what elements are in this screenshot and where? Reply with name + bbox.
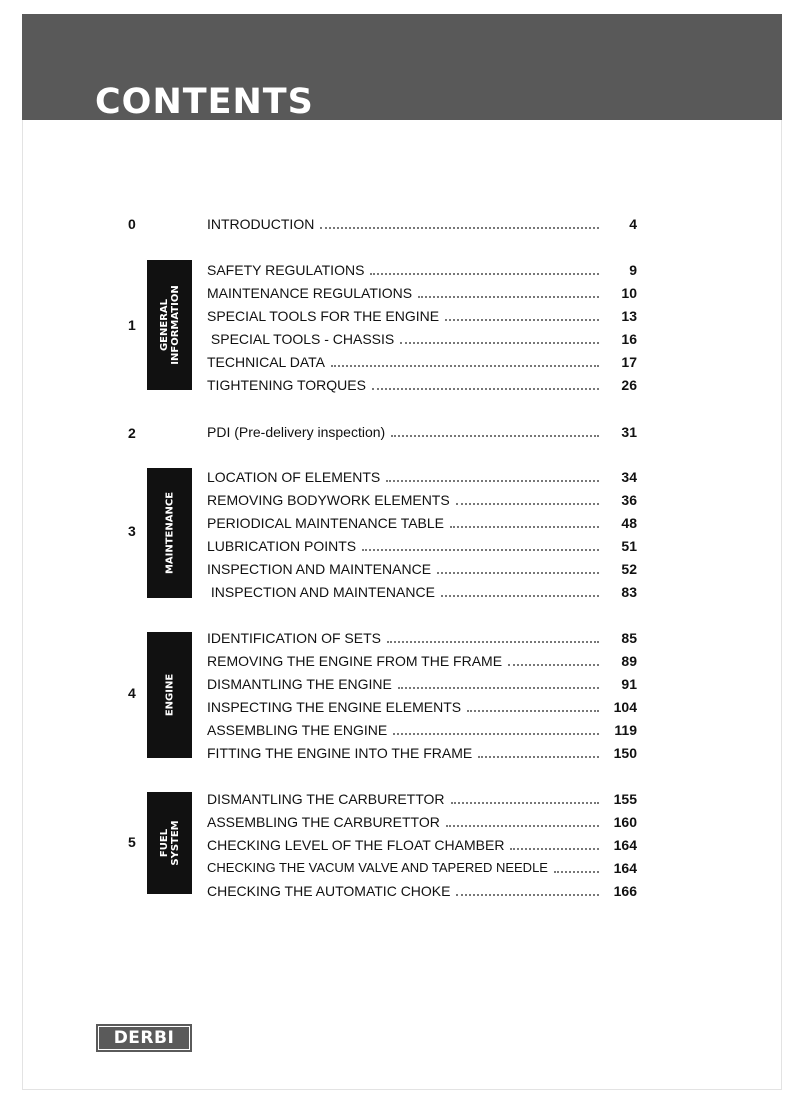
toc-entry-page: 150 [613,745,637,761]
dot-leader [450,526,599,528]
toc-entry-page: 36 [621,492,637,508]
dot-leader [456,894,599,896]
dot-leader [446,825,599,827]
toc-entry[interactable] [207,857,637,877]
toc-entry[interactable] [207,719,637,739]
toc-entry-title: LOCATION OF ELEMENTS [207,469,381,485]
toc-entry-title: TECHNICAL DATA [207,354,325,370]
toc-entry[interactable] [207,696,637,716]
toc-entry-title: PDI (Pre-delivery inspection) [207,424,386,440]
dot-leader [441,595,599,597]
toc-entry-page: 52 [621,561,637,577]
dot-leader [391,435,599,437]
toc-entry[interactable] [207,880,637,900]
toc-entry-page: 91 [621,676,637,692]
dot-leader [320,227,599,229]
toc-entry[interactable] [207,811,637,831]
toc-entry-page: 119 [614,722,637,738]
toc-entry[interactable] [207,305,637,325]
toc-entry-title: PERIODICAL MAINTENANCE TABLE [207,515,445,531]
section-number: 1 [128,317,136,333]
toc-entry[interactable] [207,374,637,394]
dot-leader [386,480,599,482]
dot-leader [393,733,599,735]
toc-entry-title: LUBRICATION POINTS [207,538,357,554]
toc-entry-title: DISMANTLING THE CARBURETTOR [207,791,445,807]
toc-entry[interactable] [207,259,637,279]
toc-entry-title: SPECIAL TOOLS FOR THE ENGINE [207,308,440,324]
toc-entry-title: ASSEMBLING THE ENGINE [207,722,388,738]
dot-leader [400,342,599,344]
toc-entry[interactable] [207,489,637,509]
toc-entry-title: INTRODUCTION [207,216,315,232]
toc-entry[interactable] [207,512,637,532]
section-number: 3 [128,523,136,539]
toc-entry-title: CHECKING THE AUTOMATIC CHOKE [207,883,451,899]
toc-entry-page: 9 [629,262,637,278]
dot-leader [451,802,599,804]
toc-entry[interactable] [207,213,637,233]
toc-entry-title: SPECIAL TOOLS - CHASSIS [207,331,395,347]
section-tab-maintenance [147,468,192,598]
toc-entry[interactable] [207,282,637,302]
dot-leader [508,664,599,666]
toc-entry-page: 160 [613,814,637,830]
toc-entry-title: INSPECTING THE ENGINE ELEMENTS [207,699,462,715]
section-tab-label: GENERAL INFORMATION [158,285,181,365]
dot-leader [372,388,599,390]
toc-entry-title: INSPECTION AND MAINTENANCE [207,561,432,577]
toc-entry-page: 166 [613,883,637,899]
toc-entry-title: FITTING THE ENGINE INTO THE FRAME [207,745,473,761]
toc-entry-title: CHECKING THE VACUM VALVE AND TAPERED NEEDLE [207,860,548,875]
dot-leader [456,503,599,505]
toc-entry[interactable] [207,650,637,670]
toc-entry-title: REMOVING BODYWORK ELEMENTS [207,492,450,508]
toc-entry-page: 31 [621,424,637,440]
toc-entry-page: 13 [621,308,637,324]
toc-entry-page: 4 [629,216,637,232]
section-number: 2 [128,425,136,441]
section-number: 0 [128,216,136,232]
toc-entry[interactable] [207,558,637,578]
toc-entry[interactable] [207,581,637,601]
toc-entry-page: 48 [621,515,637,531]
toc-entry-title: REMOVING THE ENGINE FROM THE FRAME [207,653,503,669]
logo-text: DERBI [98,1026,190,1050]
toc-entry[interactable] [207,673,637,693]
toc-entry[interactable] [207,351,637,371]
dot-leader [437,572,599,574]
toc-entry-page: 155 [613,791,637,807]
toc-entry-page: 10 [621,285,637,301]
toc-entry[interactable] [207,328,637,348]
toc-entry[interactable] [207,742,637,762]
dot-leader [387,641,599,643]
toc-entry[interactable] [207,421,637,441]
toc-entry-title: SAFETY REGULATIONS [207,262,365,278]
dot-leader [370,273,599,275]
section-tab-label: ENGINE [164,673,175,717]
toc-entry[interactable] [207,535,637,555]
toc-entry-title: MAINTENANCE REGULATIONS [207,285,413,301]
toc-entry-page: 17 [621,354,637,370]
toc-entry-title: INSPECTION AND MAINTENANCE [207,584,435,600]
toc-entry-page: 26 [621,377,637,393]
section-number: 4 [128,685,136,701]
section-tab-label: FUEL SYSTEM [158,820,181,866]
section-number: 5 [128,834,136,850]
toc-entry-page: 16 [621,331,637,347]
toc-entry-page: 89 [621,653,637,669]
dot-leader [398,687,599,689]
dot-leader [467,710,599,712]
toc-entry[interactable] [207,466,637,486]
toc-entry-title: CHECKING LEVEL OF THE FLOAT CHAMBER [207,837,505,853]
derbi-logo [96,1024,192,1052]
toc-entry-page: 104 [613,699,637,715]
toc-entry[interactable] [207,834,637,854]
toc-entry-page: 34 [621,469,637,485]
dot-leader [331,365,599,367]
dot-leader [478,756,599,758]
section-tab-engine [147,632,192,758]
toc-entry-page: 85 [621,630,637,646]
toc-entry-page: 164 [613,837,637,853]
section-tab-label: MAINTENANCE [164,491,175,575]
toc-entry-page: 83 [621,584,637,600]
toc-entry-title: DISMANTLING THE ENGINE [207,676,392,692]
toc-entry-page: 51 [621,538,637,554]
section-tab-general-information [147,260,192,390]
dot-leader [445,319,599,321]
toc-entry-page: 164 [613,860,637,876]
toc-entry-title: TIGHTENING TORQUES [207,377,366,393]
toc-entry-title: ASSEMBLING THE CARBURETTOR [207,814,440,830]
toc-entry-title: IDENTIFICATION OF SETS [207,630,381,646]
toc-entry[interactable] [207,788,637,808]
section-tab-fuel-system [147,792,192,894]
toc-entry[interactable] [207,627,637,647]
dot-leader [554,871,599,873]
dot-leader [510,848,599,850]
page-title: CONTENTS [95,82,314,122]
dot-leader [362,549,599,551]
dot-leader [418,296,599,298]
